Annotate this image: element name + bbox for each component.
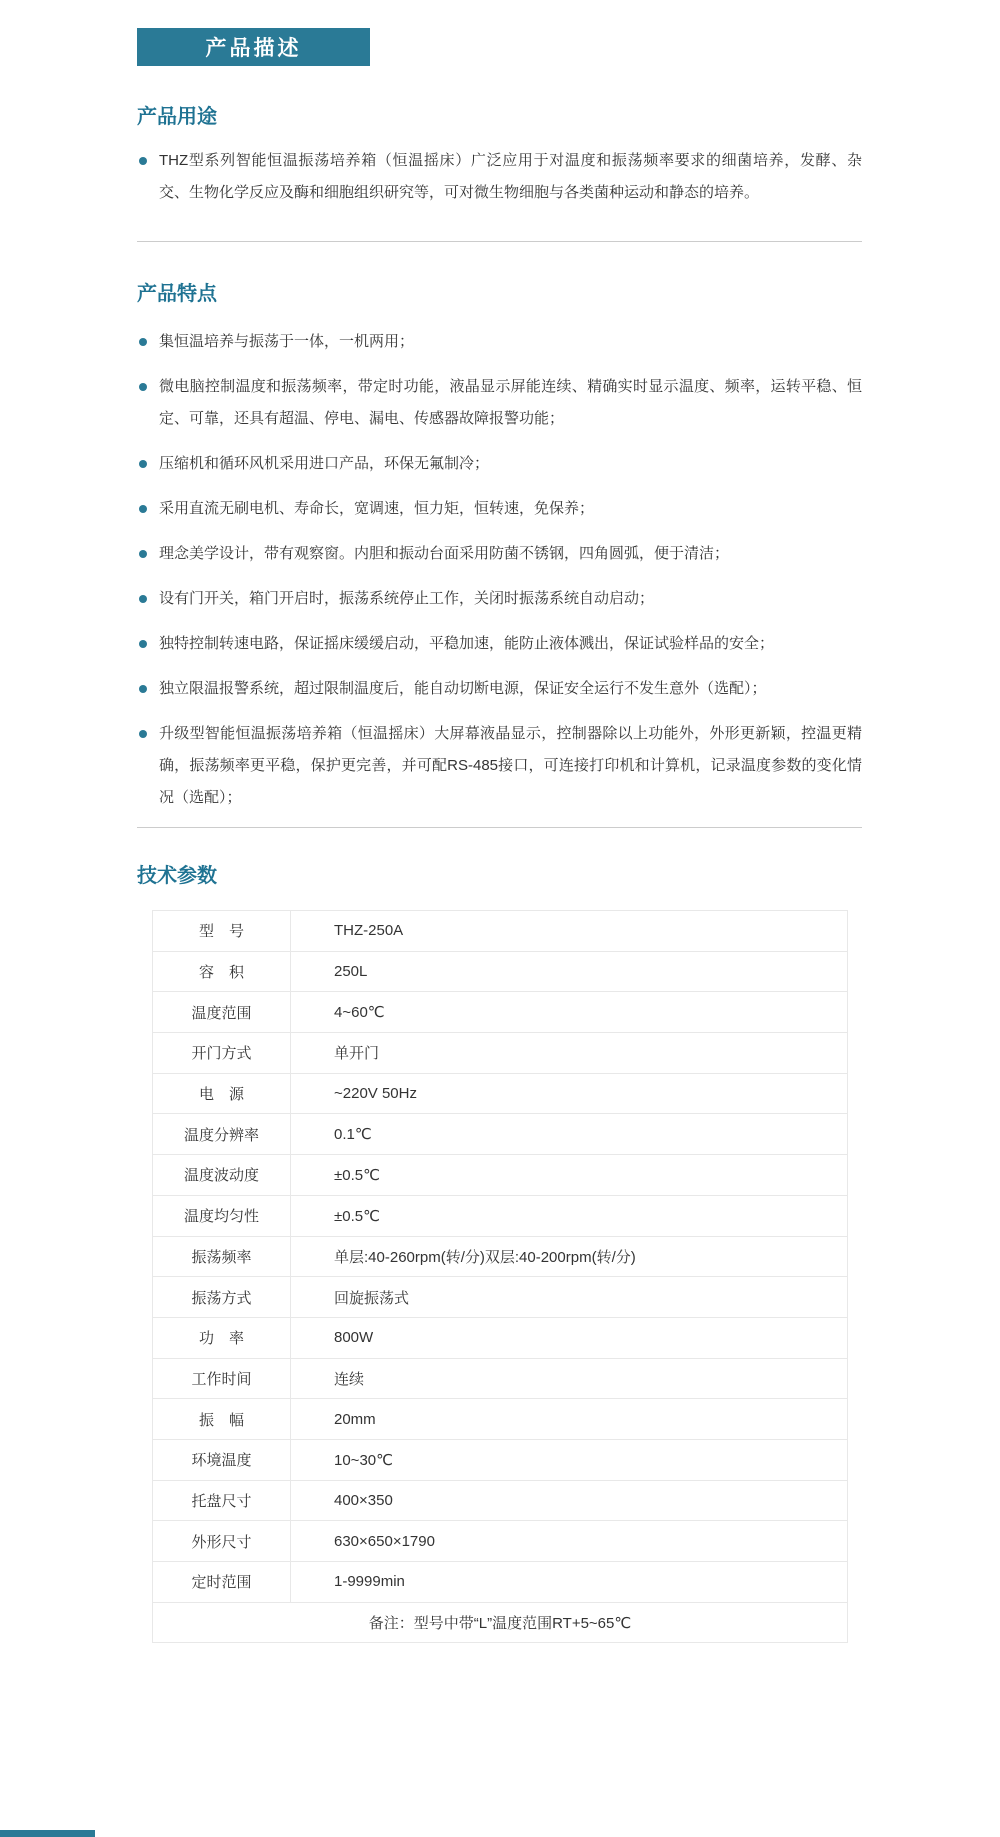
spec-note-row xyxy=(153,1602,848,1643)
feature-item-text: 压缩机和循环风机采用进口产品，环保无氟制冷； xyxy=(159,455,490,472)
usage-item-text: THZ型系列智能恒温振荡培养箱（恒温摇床）广泛应用于对温度和振荡频率要求的细菌培养，发酵、杂交、生物化学反应及酶和细胞组织研究等，可对微生物细胞与各类菌种运动和静态的培养。 xyxy=(159,152,862,201)
spec-value: 单层:40-260rpm(转/分)双层:40-200rpm(转/分) xyxy=(291,1236,848,1277)
bullet-dot-icon xyxy=(139,550,147,558)
spec-label: 开门方式 xyxy=(153,1033,291,1074)
spec-row xyxy=(153,1073,848,1114)
feature-item-text: 理念美学设计，带有观察窗。内胆和振动台面采用防菌不锈钢，四角圆弧，便于清洁； xyxy=(159,545,730,562)
spec-label: 功 率 xyxy=(153,1317,291,1358)
bullet-dot-icon xyxy=(139,685,147,693)
spec-value: ±0.5℃ xyxy=(291,1155,848,1196)
spec-row xyxy=(153,1114,848,1155)
usage-list xyxy=(137,145,862,209)
feature-item xyxy=(137,448,862,480)
spec-value: 4~60℃ xyxy=(291,992,848,1033)
spec-row xyxy=(153,1317,848,1358)
spec-value: ±0.5℃ xyxy=(291,1195,848,1236)
spec-value: 单开门 xyxy=(291,1033,848,1074)
spec-value: 630×650×1790 xyxy=(291,1521,848,1562)
spec-label: 温度范围 xyxy=(153,992,291,1033)
feature-item xyxy=(137,371,862,435)
spec-label: 型 号 xyxy=(153,911,291,952)
feature-item-text: 集恒温培养与振荡于一体，一机两用； xyxy=(159,333,415,350)
spec-value: 1-9999min xyxy=(291,1562,848,1603)
spec-row xyxy=(153,1521,848,1562)
spec-row xyxy=(153,1439,848,1480)
bullet-dot-icon xyxy=(139,157,147,165)
specs-section-title: 技术参数 xyxy=(137,865,217,887)
spec-label: 温度均匀性 xyxy=(153,1195,291,1236)
feature-item xyxy=(137,673,862,705)
feature-item-text: 微电脑控制温度和振荡频率，带定时功能，液晶显示屏能连续、精确实时显示温度、频率，运转平稳、恒定、可靠，还具有超温、停电、漏电、传感器故障报警功能； xyxy=(159,378,862,427)
feature-item-text: 升级型智能恒温振荡培养箱（恒温摇床）大屏幕液晶显示，控制器除以上功能外，外形更新颖，控温更精确，振荡频率更平稳，保护更完善，并可配RS-485接口，可连接打印机和计算机，记录温度参数的变化情况（选配）； xyxy=(159,725,862,806)
spec-row xyxy=(153,1033,848,1074)
section-divider xyxy=(137,827,862,828)
spec-value: 连续 xyxy=(291,1358,848,1399)
spec-value: ~220V 50Hz xyxy=(291,1073,848,1114)
spec-row xyxy=(153,951,848,992)
spec-row xyxy=(153,1277,848,1318)
bullet-dot-icon xyxy=(139,338,147,346)
feature-item-text: 独立限温报警系统，超过限制温度后，能自动切断电源，保证安全运行不发生意外（选配）； xyxy=(159,680,767,697)
spec-value: 800W xyxy=(291,1317,848,1358)
spec-row xyxy=(153,1195,848,1236)
spec-value: 400×350 xyxy=(291,1480,848,1521)
spec-row xyxy=(153,1358,848,1399)
spec-value: 250L xyxy=(291,951,848,992)
bullet-dot-icon xyxy=(139,505,147,513)
spec-row xyxy=(153,992,848,1033)
bullet-dot-icon xyxy=(139,595,147,603)
section-badge xyxy=(137,28,370,66)
section-badge-label: 产品描述 xyxy=(205,37,302,60)
spec-value: 回旋振荡式 xyxy=(291,1277,848,1318)
spec-label: 振荡方式 xyxy=(153,1277,291,1318)
feature-item xyxy=(137,718,862,814)
feature-item xyxy=(137,583,862,615)
usage-section-title: 产品用途 xyxy=(137,106,217,128)
spec-row xyxy=(153,911,848,952)
spec-value: 0.1℃ xyxy=(291,1114,848,1155)
section-divider xyxy=(137,241,862,242)
bullet-dot-icon xyxy=(139,730,147,738)
spec-row xyxy=(153,1562,848,1603)
spec-value: THZ-250A xyxy=(291,911,848,952)
feature-list xyxy=(137,326,862,814)
spec-label: 托盘尺寸 xyxy=(153,1480,291,1521)
specs-table xyxy=(152,910,848,1643)
feature-item-text: 采用直流无刷电机、寿命长，宽调速，恒力矩，恒转速，免保养； xyxy=(159,500,595,517)
spec-row xyxy=(153,1155,848,1196)
features-section-title: 产品特点 xyxy=(137,283,217,305)
bottom-accent-bar xyxy=(0,1830,95,1837)
spec-label: 环境温度 xyxy=(153,1439,291,1480)
feature-item xyxy=(137,326,862,358)
spec-label: 外形尺寸 xyxy=(153,1521,291,1562)
spec-label: 温度波动度 xyxy=(153,1155,291,1196)
spec-label: 温度分辨率 xyxy=(153,1114,291,1155)
bullet-dot-icon xyxy=(139,383,147,391)
feature-item xyxy=(137,538,862,570)
spec-value: 10~30℃ xyxy=(291,1439,848,1480)
feature-item xyxy=(137,628,862,660)
spec-value: 20mm xyxy=(291,1399,848,1440)
feature-item xyxy=(137,493,862,525)
spec-row xyxy=(153,1399,848,1440)
spec-label: 定时范围 xyxy=(153,1562,291,1603)
spec-label: 振荡频率 xyxy=(153,1236,291,1277)
spec-label: 容 积 xyxy=(153,951,291,992)
feature-item-text: 设有门开关，箱门开启时，振荡系统停止工作，关闭时振荡系统自动启动； xyxy=(159,590,655,607)
spec-label: 电 源 xyxy=(153,1073,291,1114)
usage-item xyxy=(137,145,862,209)
spec-row xyxy=(153,1236,848,1277)
page-content xyxy=(0,105,1000,1643)
feature-item-text: 独特控制转速电路，保证摇床缓缓启动，平稳加速，能防止液体溅出，保证试验样品的安全； xyxy=(159,635,775,652)
spec-row xyxy=(153,1480,848,1521)
bullet-dot-icon xyxy=(139,640,147,648)
bullet-dot-icon xyxy=(139,460,147,468)
spec-label: 工作时间 xyxy=(153,1358,291,1399)
spec-note: 备注：型号中带“L”温度范围RT+5~65℃ xyxy=(153,1602,848,1643)
spec-label: 振 幅 xyxy=(153,1399,291,1440)
